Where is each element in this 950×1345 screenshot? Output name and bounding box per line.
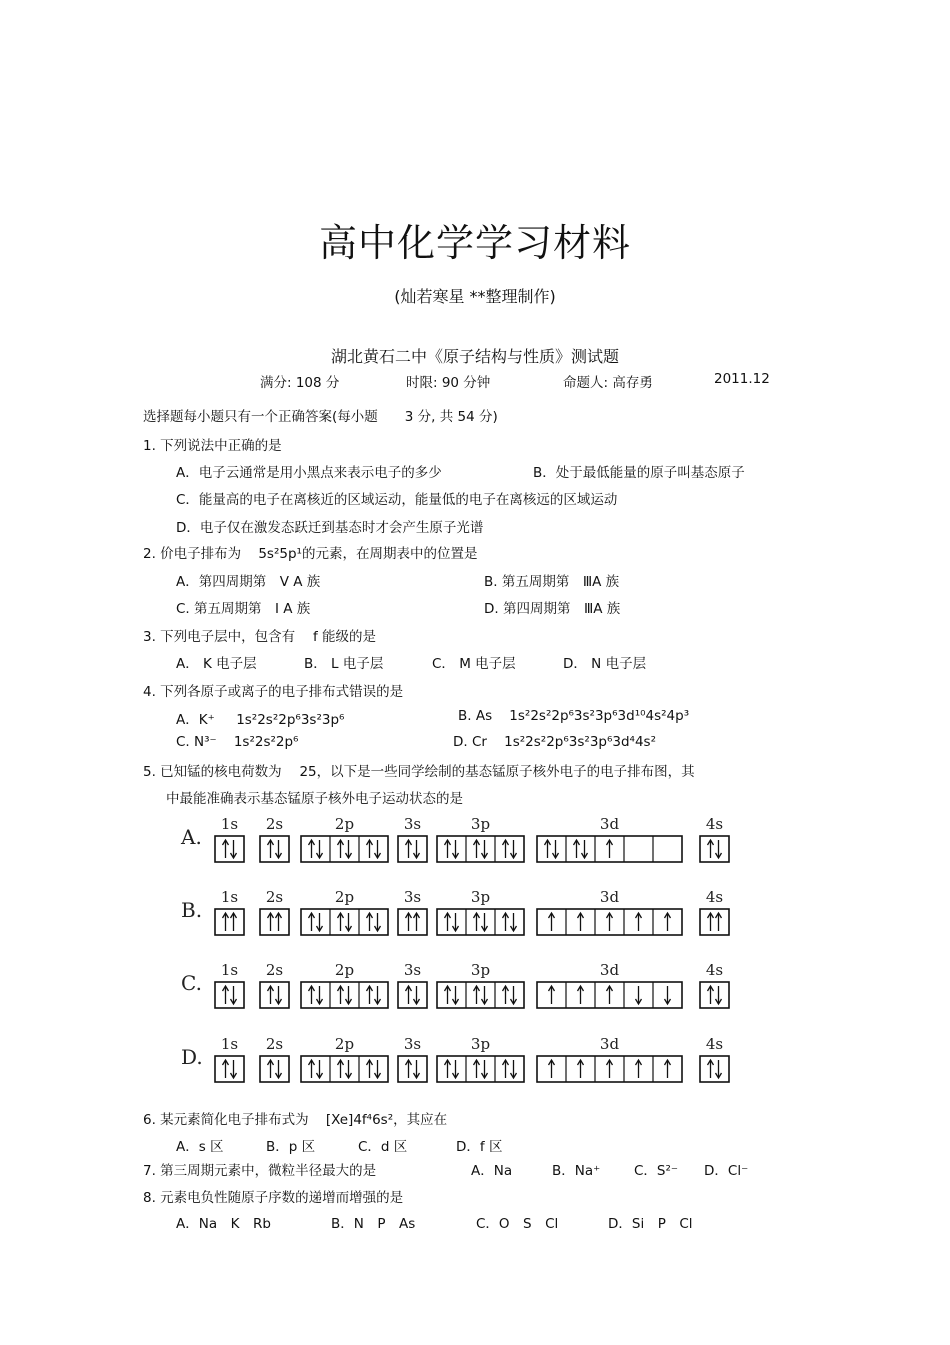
orbital-label-1s: 1s bbox=[220, 888, 239, 906]
q4-option-c bbox=[176, 734, 298, 750]
exam-time: 时限: 90 分钟 bbox=[406, 375, 491, 391]
orbital-label-3p: 3p bbox=[470, 888, 491, 906]
orbital-label-2s: 2s bbox=[265, 815, 284, 833]
orbital-label-3s: 3s bbox=[403, 888, 422, 906]
section-instruction: 选择题每小题只有一个正确答案(每小题 3 分, 共 54 分) bbox=[143, 409, 498, 425]
q6-stem-formula: [Xe]4f⁴6s² bbox=[325, 1112, 394, 1128]
q4-option-b bbox=[458, 708, 689, 724]
orbital-box-group bbox=[437, 982, 524, 1008]
q1-stem: 1. 下列说法中正确的是 bbox=[143, 438, 282, 454]
orbital-box-group bbox=[260, 982, 289, 1008]
q6-stem-suffix: ，其应在 bbox=[393, 1112, 448, 1128]
exam-author: 命题人: 高存勇 bbox=[563, 375, 653, 391]
q3-option-b: B． L 电子层 bbox=[304, 656, 384, 672]
orbital-label-2s: 2s bbox=[265, 961, 284, 979]
q2-option-c: C. 第五周期第 Ⅰ A 族 bbox=[176, 601, 311, 617]
orbital-box-group bbox=[260, 836, 289, 862]
exam-title: 湖北黄石二中《原子结构与性质》测试题 bbox=[330, 347, 619, 366]
orbital-label-2p: 2p bbox=[334, 888, 355, 906]
q8-stem: 8. 元素电负性随原子序数的递增而增强的是 bbox=[143, 1190, 404, 1206]
orbital-label-3d: 3d bbox=[599, 961, 620, 979]
diagram-row-b bbox=[181, 888, 729, 935]
orbital-label-3p: 3p bbox=[470, 1035, 491, 1053]
orbital-box-group bbox=[437, 1056, 524, 1082]
q6-stem bbox=[143, 1108, 447, 1128]
q4-option-a bbox=[176, 708, 344, 728]
q8-option-b: B．N P As bbox=[331, 1216, 416, 1232]
q6-option-c: C．d 区 bbox=[358, 1139, 408, 1155]
q4-d-formula: 1s²2s²2p⁶3s²3p⁶3d⁴4s² bbox=[504, 734, 656, 750]
orbital-label-2s: 2s bbox=[265, 888, 284, 906]
orbital-label-3s: 3s bbox=[403, 815, 422, 833]
q4-a-formula: 1s²2s²2p⁶3s²3p⁶ bbox=[236, 712, 345, 728]
orbital-label-3s: 3s bbox=[403, 961, 422, 979]
diagram-row-a bbox=[180, 815, 729, 862]
q2-option-a: A．第四周期第 Ⅴ A 族 bbox=[176, 574, 321, 590]
exam-date: 2011.12 bbox=[714, 371, 770, 387]
q3-option-a: A． K 电子层 bbox=[176, 656, 257, 672]
orbital-label-3d: 3d bbox=[599, 1035, 620, 1053]
q1-option-b: B．处于最低能量的原子叫基态原子 bbox=[533, 465, 745, 481]
q7-stem: 7. 第三周期元素中，微粒半径最大的是 bbox=[143, 1163, 377, 1179]
orbital-label-3p: 3p bbox=[470, 815, 491, 833]
q2-option-d: D. 第四周期第 ⅢA 族 bbox=[484, 601, 621, 617]
q5-stem-line2: 中最能准确表示基态锰原子核外电子运动状态的是 bbox=[166, 791, 463, 807]
q2-stem bbox=[143, 542, 477, 562]
q7-option-b: B．Na⁺ bbox=[552, 1163, 601, 1179]
diagram-row-letter: D. bbox=[181, 1045, 203, 1069]
q4-b-formula: 1s²2s²2p⁶3s²3p⁶3d¹⁰4s²4p³ bbox=[509, 708, 690, 724]
orbital-box-group bbox=[398, 836, 427, 862]
q6-stem-prefix: 6. 某元素简化电子排布式为 bbox=[143, 1112, 309, 1128]
orbital-label-2p: 2p bbox=[334, 1035, 355, 1053]
orbital-box-group bbox=[215, 982, 244, 1008]
q1-option-c: C．能量高的电子在离核近的区域运动，能量低的电子在离核远的区域运动 bbox=[176, 492, 618, 508]
diagram-row-letter: A. bbox=[181, 825, 202, 849]
q6-option-a: A．s 区 bbox=[176, 1139, 224, 1155]
orbital-box-group bbox=[700, 836, 729, 862]
orbital-box-group bbox=[301, 1056, 388, 1082]
orbital-box-group bbox=[260, 909, 289, 935]
page-subtitle: (灿若寒星 **整理制作) bbox=[394, 287, 556, 306]
q4-c-label: C. N³⁻ bbox=[176, 734, 217, 750]
q2-stem-prefix: 2. 价电子排布为 bbox=[143, 546, 242, 562]
orbital-box-group bbox=[437, 836, 524, 862]
orbital-label-1s: 1s bbox=[220, 961, 239, 979]
q8-option-d: D．Si P Cl bbox=[608, 1216, 693, 1232]
q8-option-a: A．Na K Rb bbox=[176, 1216, 271, 1232]
orbital-box-group bbox=[398, 982, 427, 1008]
orbital-label-3p: 3p bbox=[470, 961, 491, 979]
q4-c-formula: 1s²2s²2p⁶ bbox=[233, 734, 299, 750]
q2-stem-formula: 5s²5p¹ bbox=[258, 546, 302, 562]
exam-score: 满分: 108 分 bbox=[260, 375, 340, 391]
q6-option-b: B．p 区 bbox=[266, 1139, 316, 1155]
q3-option-d: D． N 电子层 bbox=[563, 656, 647, 672]
orbital-label-2p: 2p bbox=[334, 815, 355, 833]
orbital-label-1s: 1s bbox=[220, 815, 239, 833]
orbital-box-group bbox=[700, 1056, 729, 1082]
orbital-box-group bbox=[301, 982, 388, 1008]
q7-option-c: C．S²⁻ bbox=[634, 1163, 679, 1179]
orbital-box-group bbox=[301, 909, 388, 935]
q2-stem-suffix: 的元素，在周期表中的位置是 bbox=[301, 546, 478, 562]
diagram-row-d bbox=[181, 1035, 729, 1082]
orbital-box-group bbox=[700, 909, 729, 935]
orbital-label-4s: 4s bbox=[705, 888, 724, 906]
orbital-label-3d: 3d bbox=[599, 888, 620, 906]
q5-stem-line1: 5. 已知锰的核电荷数为 25，以下是一些同学绘制的基态锰原子核外电子的电子排布图，其 bbox=[143, 764, 695, 780]
orbital-label-2s: 2s bbox=[265, 1035, 284, 1053]
orbital-box-group bbox=[215, 1056, 244, 1082]
orbital-label-3s: 3s bbox=[403, 1035, 422, 1053]
orbital-box-group bbox=[260, 1056, 289, 1082]
q8-option-c: C．O S Cl bbox=[476, 1216, 559, 1232]
page-title: 高中化学学习材料 bbox=[318, 221, 631, 265]
q2-option-b: B. 第五周期第 ⅢA 族 bbox=[484, 574, 620, 590]
q4-stem: 4. 下列各原子或离子的电子排布式错误的是 bbox=[143, 684, 404, 700]
q7-option-d: D．Cl⁻ bbox=[704, 1163, 749, 1179]
q4-d-label: D. Cr bbox=[453, 734, 487, 750]
orbital-label-1s: 1s bbox=[220, 1035, 239, 1053]
orbital-box-group bbox=[398, 909, 427, 935]
orbital-box-group bbox=[215, 836, 244, 862]
q3-stem: 3. 下列电子层中，包含有 f 能级的是 bbox=[143, 629, 377, 645]
orbital-box-group bbox=[437, 909, 524, 935]
orbital-label-4s: 4s bbox=[705, 961, 724, 979]
orbital-label-3d: 3d bbox=[599, 815, 620, 833]
diagram-row-letter: C. bbox=[181, 971, 202, 995]
q1-option-d: D．电子仅在激发态跃迁到基态时才会产生原子光谱 bbox=[176, 520, 484, 536]
q6-option-d: D．f 区 bbox=[456, 1139, 503, 1155]
orbital-box-group bbox=[215, 909, 244, 935]
q3-option-c: C． M 电子层 bbox=[432, 656, 516, 672]
orbital-box-group bbox=[301, 836, 388, 862]
diagram-row-c bbox=[181, 961, 729, 1008]
q4-a-label: A．K⁺ bbox=[176, 712, 215, 728]
orbital-label-2p: 2p bbox=[334, 961, 355, 979]
orbital-box-group bbox=[398, 1056, 427, 1082]
orbital-diagram bbox=[175, 808, 750, 1090]
q4-option-d bbox=[453, 734, 656, 750]
diagram-row-letter: B. bbox=[181, 898, 203, 922]
orbital-label-4s: 4s bbox=[705, 815, 724, 833]
orbital-box-group bbox=[700, 982, 729, 1008]
q1-option-a: A．电子云通常是用小黑点来表示电子的多少 bbox=[176, 465, 442, 481]
orbital-label-4s: 4s bbox=[705, 1035, 724, 1053]
q4-b-label: B. As bbox=[458, 708, 493, 724]
q7-option-a: A．Na bbox=[471, 1163, 513, 1179]
